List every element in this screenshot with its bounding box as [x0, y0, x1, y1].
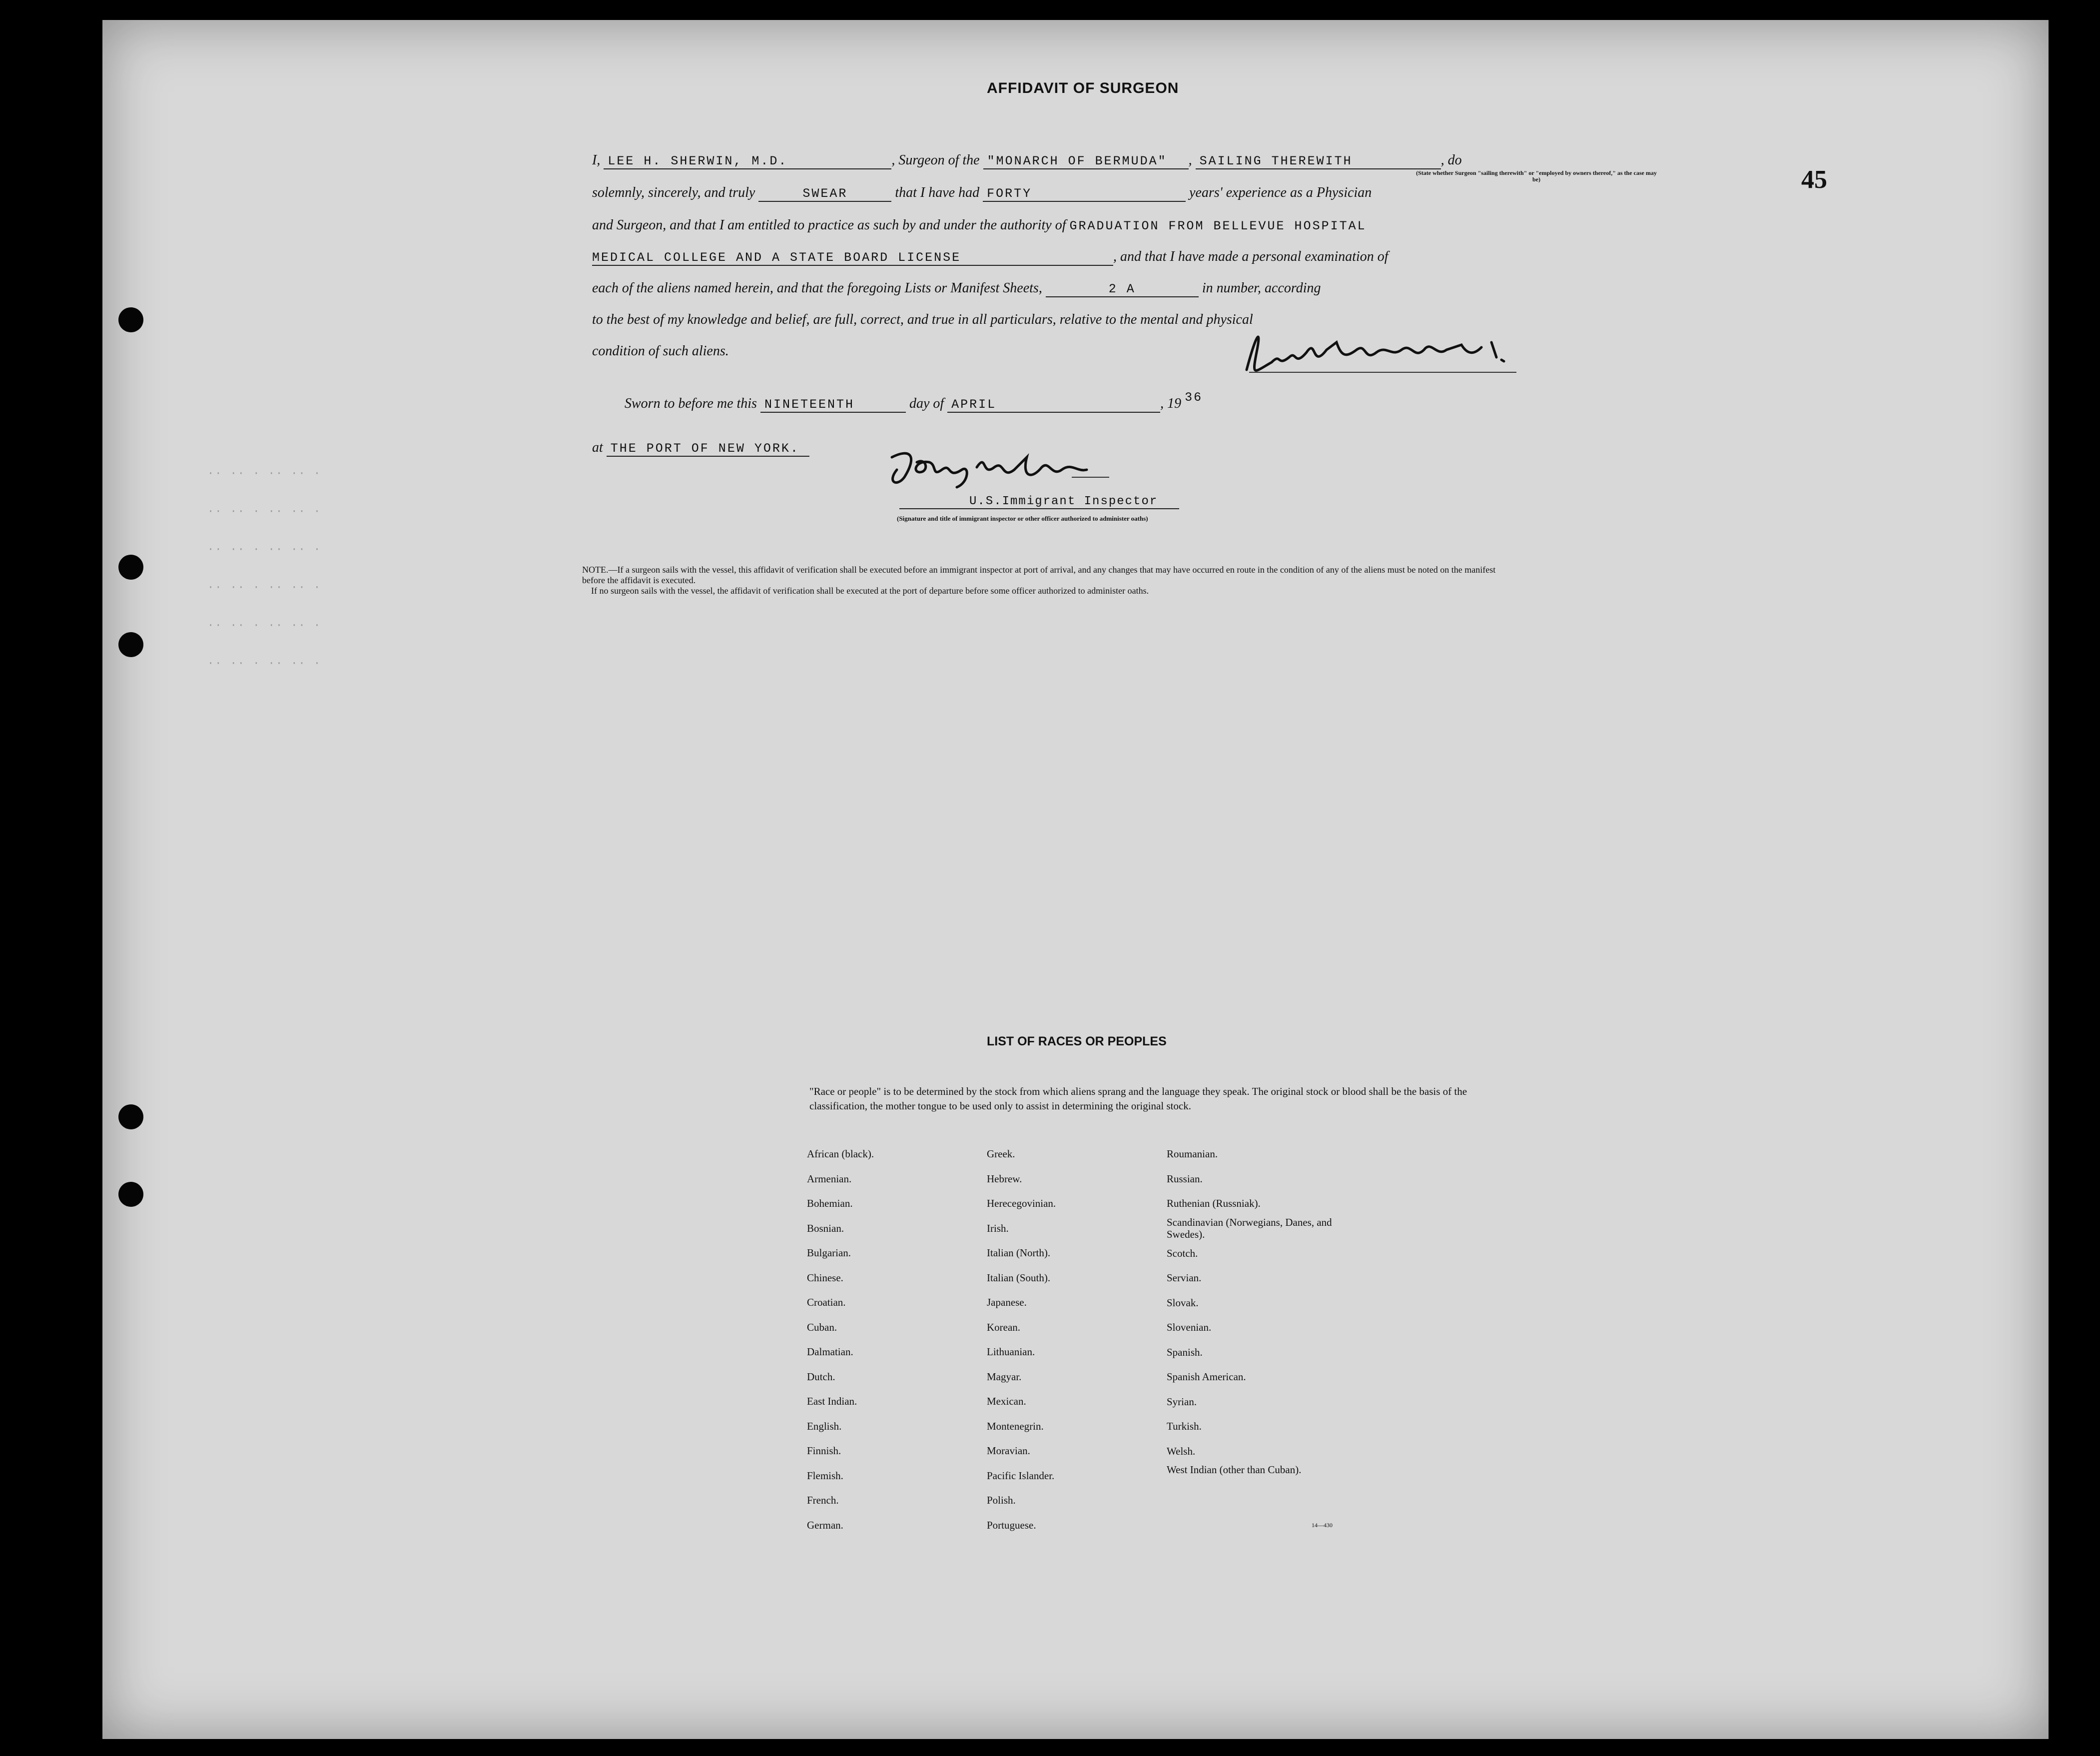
- race-item: Slovak.: [1167, 1296, 1199, 1309]
- affidavit-line-3: [592, 217, 1367, 233]
- authority-field-1: GRADUATION FROM BELLEVUE HOSPITAL: [1069, 219, 1367, 233]
- affidavit-note: [582, 565, 1506, 596]
- races-column-1: [807, 1142, 874, 1538]
- races-column-2: [987, 1142, 1056, 1538]
- race-item: Russian.: [1167, 1172, 1203, 1185]
- sailing-field: SAILING THEREWITH: [1196, 154, 1441, 169]
- race-item: Herecegovinian.: [987, 1197, 1056, 1209]
- race-item: Servian.: [1167, 1272, 1202, 1284]
- sworn-year-field: 36: [1185, 390, 1203, 405]
- race-item: German.: [807, 1519, 843, 1531]
- affidavit-line-7: condition of such aliens.: [592, 343, 729, 359]
- race-item: Japanese.: [987, 1296, 1027, 1308]
- race-item: Turkish.: [1167, 1420, 1202, 1432]
- sheets-field: 2 A: [1046, 282, 1199, 297]
- race-item: Italian (South).: [987, 1271, 1051, 1284]
- races-title: LIST OF RACES OR PEOPLES: [987, 1034, 1167, 1048]
- race-item: Portuguese.: [987, 1519, 1036, 1531]
- text: , 19: [1160, 396, 1182, 411]
- race-item: Spanish American.: [1167, 1371, 1246, 1383]
- race-item: Bulgarian.: [807, 1247, 851, 1259]
- race-item: Armenian.: [807, 1172, 852, 1185]
- punch-hole: [118, 632, 143, 657]
- sworn-line: [625, 390, 1203, 413]
- races-column-3: [1167, 1142, 1337, 1477]
- affidavit-line-5: [592, 280, 1321, 297]
- race-item: Bohemian.: [807, 1197, 853, 1209]
- race-item: Italian (North).: [987, 1247, 1051, 1259]
- sworn-month-field: APRIL: [947, 397, 1160, 413]
- race-item: Montenegrin.: [987, 1420, 1044, 1432]
- race-item: Flemish.: [807, 1469, 843, 1482]
- race-item: Moravian.: [987, 1445, 1030, 1457]
- race-item: Syrian.: [1167, 1395, 1197, 1408]
- race-item: Dalmatian.: [807, 1346, 853, 1358]
- race-item: Ruthenian (Russniak).: [1167, 1197, 1261, 1209]
- page-number: 45: [1801, 165, 1827, 194]
- race-item: Polish.: [987, 1494, 1016, 1506]
- text: years' experience as a Physician: [1189, 185, 1372, 200]
- punch-hole: [118, 1104, 143, 1129]
- race-item: Irish.: [987, 1222, 1009, 1234]
- text: , Surgeon of the: [891, 152, 980, 168]
- text: in number, according: [1202, 280, 1321, 296]
- text: Sworn to before me this: [625, 396, 757, 411]
- text: I,: [592, 152, 601, 168]
- punch-hole: [118, 1182, 143, 1207]
- race-item: Greek.: [987, 1148, 1015, 1160]
- affidavit-line-6: to the best of my knowledge and belief, are full, correct, and true in all particulars, relative to the mental and physical: [592, 312, 1253, 327]
- affidavit-line-4: [592, 249, 1389, 266]
- race-item: Magyar.: [987, 1370, 1022, 1383]
- race-item: East Indian.: [807, 1395, 857, 1407]
- race-item: Scandinavian (Norwegians, Danes, and Swedes).: [1167, 1216, 1332, 1240]
- surgeon-signature: [1242, 322, 1521, 377]
- race-item: Slovenian.: [1167, 1321, 1212, 1333]
- manifest-page: [102, 20, 2049, 1739]
- text: that I have had: [895, 185, 980, 200]
- years-field: FORTY: [983, 186, 1186, 202]
- oath-field: SWEAR: [758, 186, 891, 202]
- race-item: Roumanian.: [1167, 1148, 1218, 1160]
- sworn-day-field: NINETEENTH: [760, 397, 906, 413]
- race-item: Spanish.: [1167, 1346, 1203, 1358]
- punch-hole: [118, 555, 143, 580]
- text: each of the aliens named herein, and that the foregoing Lists or Manifest Sheets,: [592, 280, 1042, 296]
- races-intro: "Race or people" is to be determined by the stock from which aliens sprang and the language they speak. The original stock or blood shall be the basis of the classification, the mother tongue to be used only to assist in determining the original stock.: [809, 1085, 1467, 1112]
- inspector-title-field: U.S.Immigrant Inspector: [899, 495, 1179, 509]
- race-item: Pacific Islander.: [987, 1469, 1055, 1482]
- form-number: 14—430: [1312, 1522, 1333, 1529]
- race-item: Lithuanian.: [987, 1346, 1035, 1358]
- race-item: Dutch.: [807, 1370, 835, 1383]
- text: ,: [1188, 152, 1192, 168]
- text: , and that I have made a personal examination of: [1113, 249, 1389, 264]
- race-item: English.: [807, 1420, 842, 1432]
- race-item: Chinese.: [807, 1271, 843, 1284]
- race-item: Croatian.: [807, 1296, 846, 1308]
- note-paragraph-2: If no surgeon sails with the vessel, the affidavit of verification shall be executed at the port of departure before some officer authorized to administer oaths.: [591, 586, 1149, 596]
- inspector-signature: [882, 442, 1112, 490]
- race-item: French.: [807, 1494, 839, 1506]
- race-item: Korean.: [987, 1321, 1021, 1333]
- ship-name-field: "MONARCH OF BERMUDA": [983, 154, 1189, 169]
- race-item: Cuban.: [807, 1321, 837, 1333]
- race-item: Scotch.: [1167, 1247, 1198, 1259]
- bleed-through-text: ·· ·· · ·· ·· · ·· ·· · ·· ·· · ·· ·· · ·· ·· · ·· ·· · ·· ·· · ·· ·· · ·· ·· · ·· ·· · ·· ·· ·: [207, 467, 322, 670]
- punch-hole: [118, 307, 143, 332]
- text: , do: [1440, 152, 1462, 168]
- race-item: West Indian (other than Cuban).: [1167, 1464, 1302, 1476]
- affidavit-line-1: [592, 152, 1462, 169]
- note-paragraph-1: NOTE.—If a surgeon sails with the vessel, this affidavit of verification shall be executed before an immigrant inspector at port of arrival, and any changes that may have occurred en route in the condition of any of the aliens must be noted on the manifest before the affidavit is executed.: [582, 565, 1496, 585]
- race-item: Mexican.: [987, 1395, 1026, 1407]
- race-item: Finnish.: [807, 1445, 841, 1457]
- text: and Surgeon, and that I am entitled to practice as such by and under the authority of: [592, 217, 1066, 233]
- text: solemnly, sincerely, and truly: [592, 185, 755, 200]
- inspector-caption: (Signature and title of immigrant inspector or other officer authorized to administer oaths): [897, 515, 1148, 522]
- race-item: Hebrew.: [987, 1172, 1022, 1185]
- sailing-note: (State whether Surgeon "sailing therewith" or "employed by owners thereof," as the case may be): [1416, 169, 1657, 183]
- text: at: [592, 440, 603, 455]
- authority-field-2: MEDICAL COLLEGE AND A STATE BOARD LICENSE: [592, 250, 1113, 266]
- affidavit-line-2: [592, 185, 1372, 202]
- race-item: African (black).: [807, 1148, 874, 1160]
- race-item: Welsh.: [1167, 1445, 1196, 1457]
- port-field: THE PORT OF NEW YORK.: [607, 441, 809, 457]
- race-item: Bosnian.: [807, 1222, 844, 1234]
- surgeon-name-field: LEE H. SHERWIN, M.D.: [604, 154, 891, 169]
- at-line: [592, 440, 809, 457]
- text: day of: [909, 396, 944, 411]
- affidavit-title: AFFIDAVIT OF SURGEON: [987, 80, 1179, 96]
